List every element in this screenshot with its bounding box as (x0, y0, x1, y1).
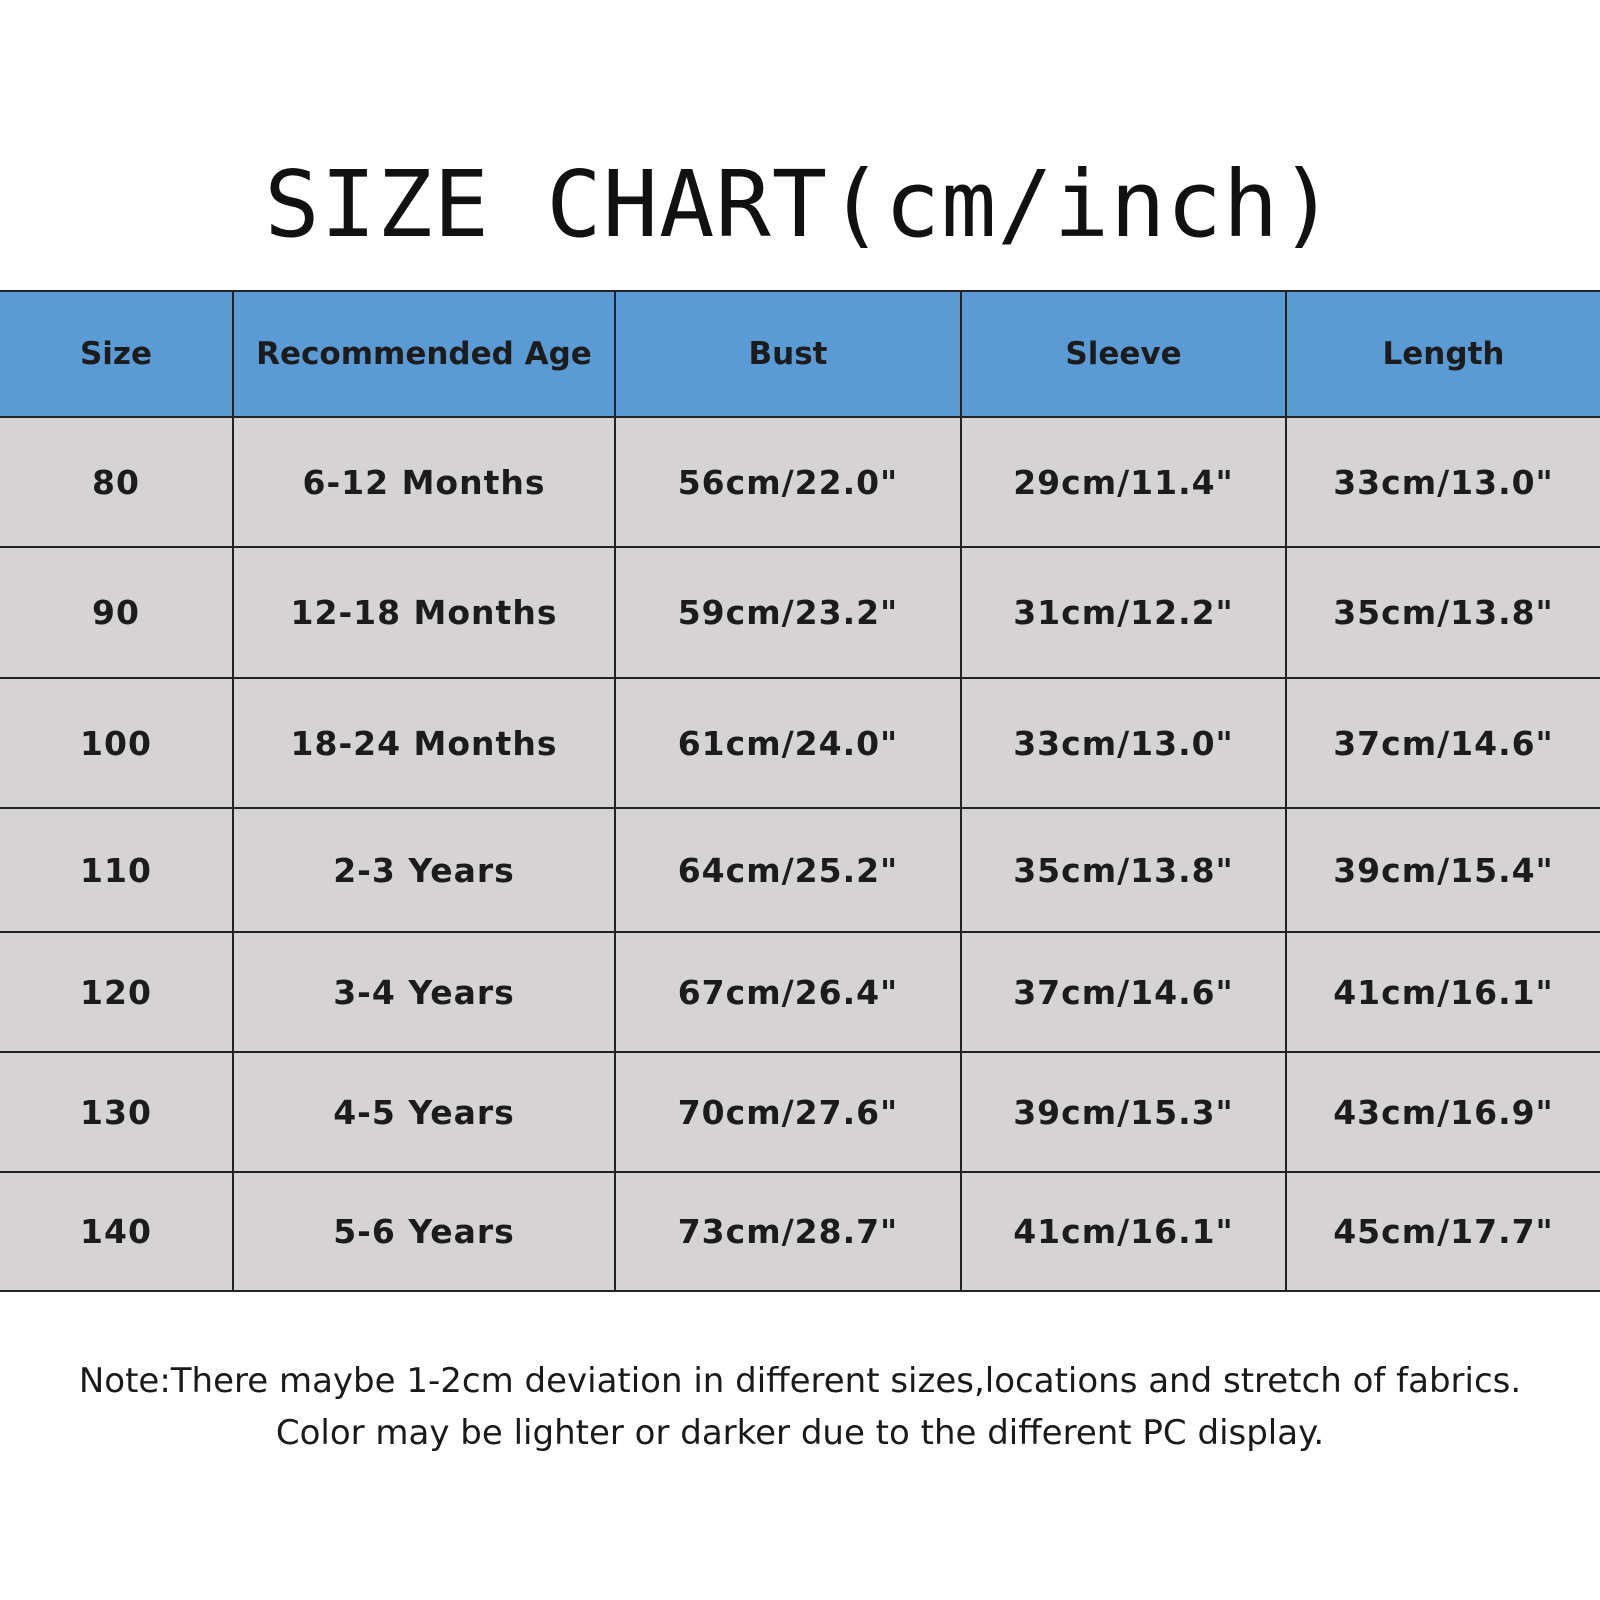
table-row (0, 932, 1600, 1052)
cell-size: 120 (0, 932, 233, 1052)
header-sleeve: Sleeve (961, 291, 1286, 417)
table-row (0, 1052, 1600, 1172)
header-recommended-age: Recommended Age (233, 291, 615, 417)
cell-bust: 56cm/22.0" (615, 417, 961, 547)
cell-size: 140 (0, 1172, 233, 1291)
table-row (0, 678, 1600, 808)
table-row (0, 1172, 1600, 1291)
cell-sleeve: 29cm/11.4" (961, 417, 1286, 547)
cell-size: 80 (0, 417, 233, 547)
cell-length: 37cm/14.6" (1286, 678, 1600, 808)
cell-bust: 64cm/25.2" (615, 808, 961, 932)
cell-size: 100 (0, 678, 233, 808)
cell-length: 45cm/17.7" (1286, 1172, 1600, 1291)
cell-bust: 61cm/24.0" (615, 678, 961, 808)
footnote-line-deviation: Note:There maybe 1-2cm deviation in different sizes,locations and stretch of fabrics. (78, 1361, 1522, 1401)
cell-bust: 73cm/28.7" (615, 1172, 961, 1291)
header-length: Length (1286, 291, 1600, 417)
cell-size: 90 (0, 547, 233, 678)
header-bust: Bust (615, 291, 961, 417)
cell-sleeve: 39cm/15.3" (961, 1052, 1286, 1172)
cell-age: 2-3 Years (233, 808, 615, 932)
table-row (0, 417, 1600, 547)
cell-bust: 67cm/26.4" (615, 932, 961, 1052)
cell-length: 43cm/16.9" (1286, 1052, 1600, 1172)
cell-age: 5-6 Years (233, 1172, 615, 1291)
size-table (0, 290, 1600, 1292)
table-row (0, 547, 1600, 678)
header-size: Size (0, 291, 233, 417)
cell-sleeve: 33cm/13.0" (961, 678, 1286, 808)
cell-bust: 70cm/27.6" (615, 1052, 961, 1172)
cell-sleeve: 41cm/16.1" (961, 1172, 1286, 1291)
cell-length: 39cm/15.4" (1286, 808, 1600, 932)
cell-sleeve: 35cm/13.8" (961, 808, 1286, 932)
cell-length: 35cm/13.8" (1286, 547, 1600, 678)
cell-sleeve: 31cm/12.2" (961, 547, 1286, 678)
table-row (0, 808, 1600, 932)
footnote (0, 1355, 1600, 1459)
cell-bust: 59cm/23.2" (615, 547, 961, 678)
cell-age: 18-24 Months (233, 678, 615, 808)
cell-age: 4-5 Years (233, 1052, 615, 1172)
cell-age: 3-4 Years (233, 932, 615, 1052)
table-header-row (0, 291, 1600, 417)
cell-sleeve: 37cm/14.6" (961, 932, 1286, 1052)
cell-size: 130 (0, 1052, 233, 1172)
page-title: SIZE CHART(cm/inch) (264, 151, 1336, 258)
cell-size: 110 (0, 808, 233, 932)
cell-age: 6-12 Months (233, 417, 615, 547)
cell-length: 41cm/16.1" (1286, 932, 1600, 1052)
cell-age: 12-18 Months (233, 547, 615, 678)
cell-length: 33cm/13.0" (1286, 417, 1600, 547)
footnote-line-color: Color may be lighter or darker due to the different PC display. (275, 1413, 1325, 1453)
